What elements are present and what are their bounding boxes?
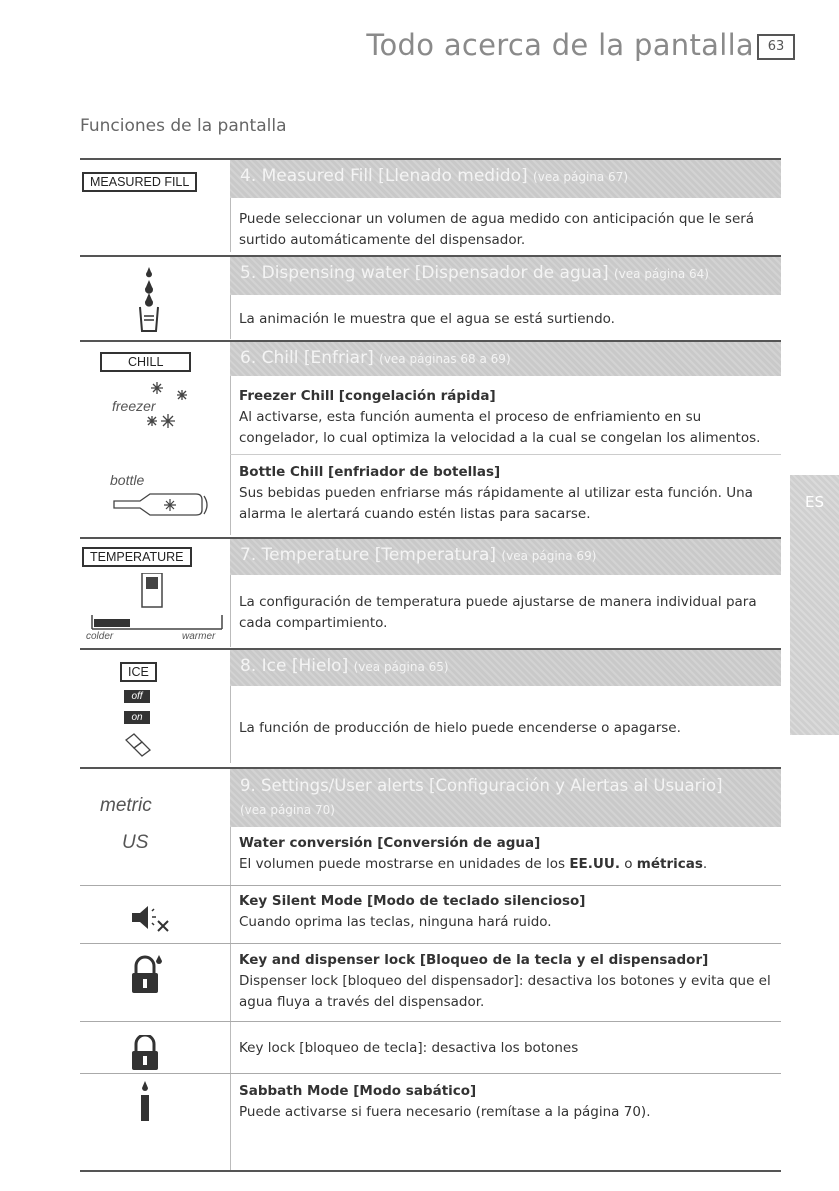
dispensing-ref: (vea página 64) xyxy=(614,267,709,281)
temperature-fridge-icon xyxy=(88,573,228,631)
water-conversion-text: El volumen puede mostrarse en unidades de los EE.UU. o métricas. xyxy=(239,856,708,872)
language-tab xyxy=(790,475,839,735)
ice-ref: (vea página 65) xyxy=(353,660,449,674)
ice-heading xyxy=(230,650,781,686)
key-dispenser-lock-title: Key and dispenser lock [Bloqueo de la tecla y el dispensador] xyxy=(239,952,709,968)
temperature-ref: (vea página 69) xyxy=(501,549,597,563)
row-ice xyxy=(80,648,781,763)
ice-heading-text: 8. Ice [Hielo] xyxy=(240,656,349,676)
row-chill xyxy=(80,340,781,535)
row-measured-fill xyxy=(80,158,781,252)
temperature-heading-text: 7. Temperature [Temperatura] xyxy=(240,545,496,565)
row-settings xyxy=(80,767,781,1172)
chill-heading xyxy=(230,342,781,376)
section-title: Funciones de la pantalla xyxy=(80,116,287,136)
row-temperature xyxy=(80,537,781,647)
sabbath-text: Puede activarse si fuera necesario (remítase a la página 70). xyxy=(239,1104,651,1120)
key-dispenser-lock-text: Dispenser lock [bloqueo del dispensador]: desactiva los botones y evita que el agua fluya a través del dispensador. xyxy=(239,973,771,1010)
speaker-mute-icon xyxy=(130,903,172,935)
temperature-warmer-label: warmer xyxy=(182,631,216,642)
dispensing-heading-text: 5. Dispensing water [Dispensador de agua] xyxy=(240,263,609,283)
page-title: Todo acerca de la pantalla xyxy=(366,28,754,62)
measured-fill-icon-label: MEASURED FILL xyxy=(82,172,197,192)
ice-text: La función de producción de hielo puede encenderse o apagarse. xyxy=(239,720,681,736)
measured-fill-heading xyxy=(230,160,781,198)
snowflake-icon xyxy=(112,378,190,432)
sabbath-title: Sabbath Mode [Modo sabático] xyxy=(239,1083,477,1099)
settings-heading-text: 9. Settings/User alerts [Configuración y Alertas al Usuario] xyxy=(240,776,723,795)
ice-off-label: off xyxy=(124,690,150,703)
measured-fill-ref: (vea página 67) xyxy=(533,170,629,184)
key-lock-icon xyxy=(130,1035,160,1071)
freezer-chill-text: Al activarse, esta función aumenta el proceso de enfriamiento en su congelador, lo cual optimiza la velocidad a la cual se congelan los alimentos. xyxy=(239,409,761,446)
settings-heading xyxy=(230,769,781,827)
bottle-icon xyxy=(110,488,210,518)
dispensing-text: La animación le muestra que el agua se está surtiendo. xyxy=(239,311,615,327)
metric-label: metric xyxy=(100,795,152,816)
water-conversion-title: Water conversión [Conversión de agua] xyxy=(239,835,541,851)
bottle-chill-title: Bottle Chill [enfriador de botellas] xyxy=(239,464,501,480)
sabbath-candle-icon xyxy=(136,1081,154,1121)
temperature-heading xyxy=(230,539,781,575)
key-lock-text: Key lock [bloqueo de tecla]: desactiva los botones xyxy=(239,1040,579,1056)
freezer-icon-label: freezer xyxy=(112,398,156,414)
ice-cubes-icon xyxy=(122,730,154,760)
measured-fill-text: Puede seleccionar un volumen de agua medido con anticipación que le será surtido automáticamente del dispensador. xyxy=(239,211,755,248)
key-silent-text: Cuando oprima las teclas, ninguna hará ruido. xyxy=(239,914,552,930)
chill-icon-label: CHILL xyxy=(100,352,191,372)
bottle-chill-text: Sus bebidas pueden enfriarse más rápidamente al utilizar esta función. Una alarma le alertará cuando estén listas para sacarse. xyxy=(239,485,753,522)
water-drop-glass-icon xyxy=(136,263,162,335)
dispenser-lock-icon xyxy=(130,955,164,995)
row-dispensing-water xyxy=(80,255,781,339)
temperature-text: La configuración de temperatura puede ajustarse de manera individual para cada compartimiento. xyxy=(239,594,757,631)
chill-ref: (vea páginas 68 a 69) xyxy=(379,352,511,366)
us-label: US xyxy=(122,832,149,853)
ice-on-label: on xyxy=(124,711,150,724)
bottom-rule xyxy=(80,1170,781,1172)
temperature-colder-label: colder xyxy=(86,631,114,642)
bottle-icon-label: bottle xyxy=(110,472,145,488)
freezer-chill-title: Freezer Chill [congelación rápida] xyxy=(239,388,496,404)
ice-icon-label: ICE xyxy=(120,662,157,682)
dispensing-heading xyxy=(230,257,781,295)
measured-fill-heading-text: 4. Measured Fill [Llenado medido] xyxy=(240,166,528,186)
settings-ref: (vea página 70) xyxy=(240,803,335,817)
page-number: 63 xyxy=(757,34,795,60)
key-silent-title: Key Silent Mode [Modo de teclado silencioso] xyxy=(239,893,586,909)
temperature-icon-label: TEMPERATURE xyxy=(82,547,192,567)
language-tab-label: ES xyxy=(805,493,824,511)
chill-heading-text: 6. Chill [Enfriar] xyxy=(240,348,374,368)
